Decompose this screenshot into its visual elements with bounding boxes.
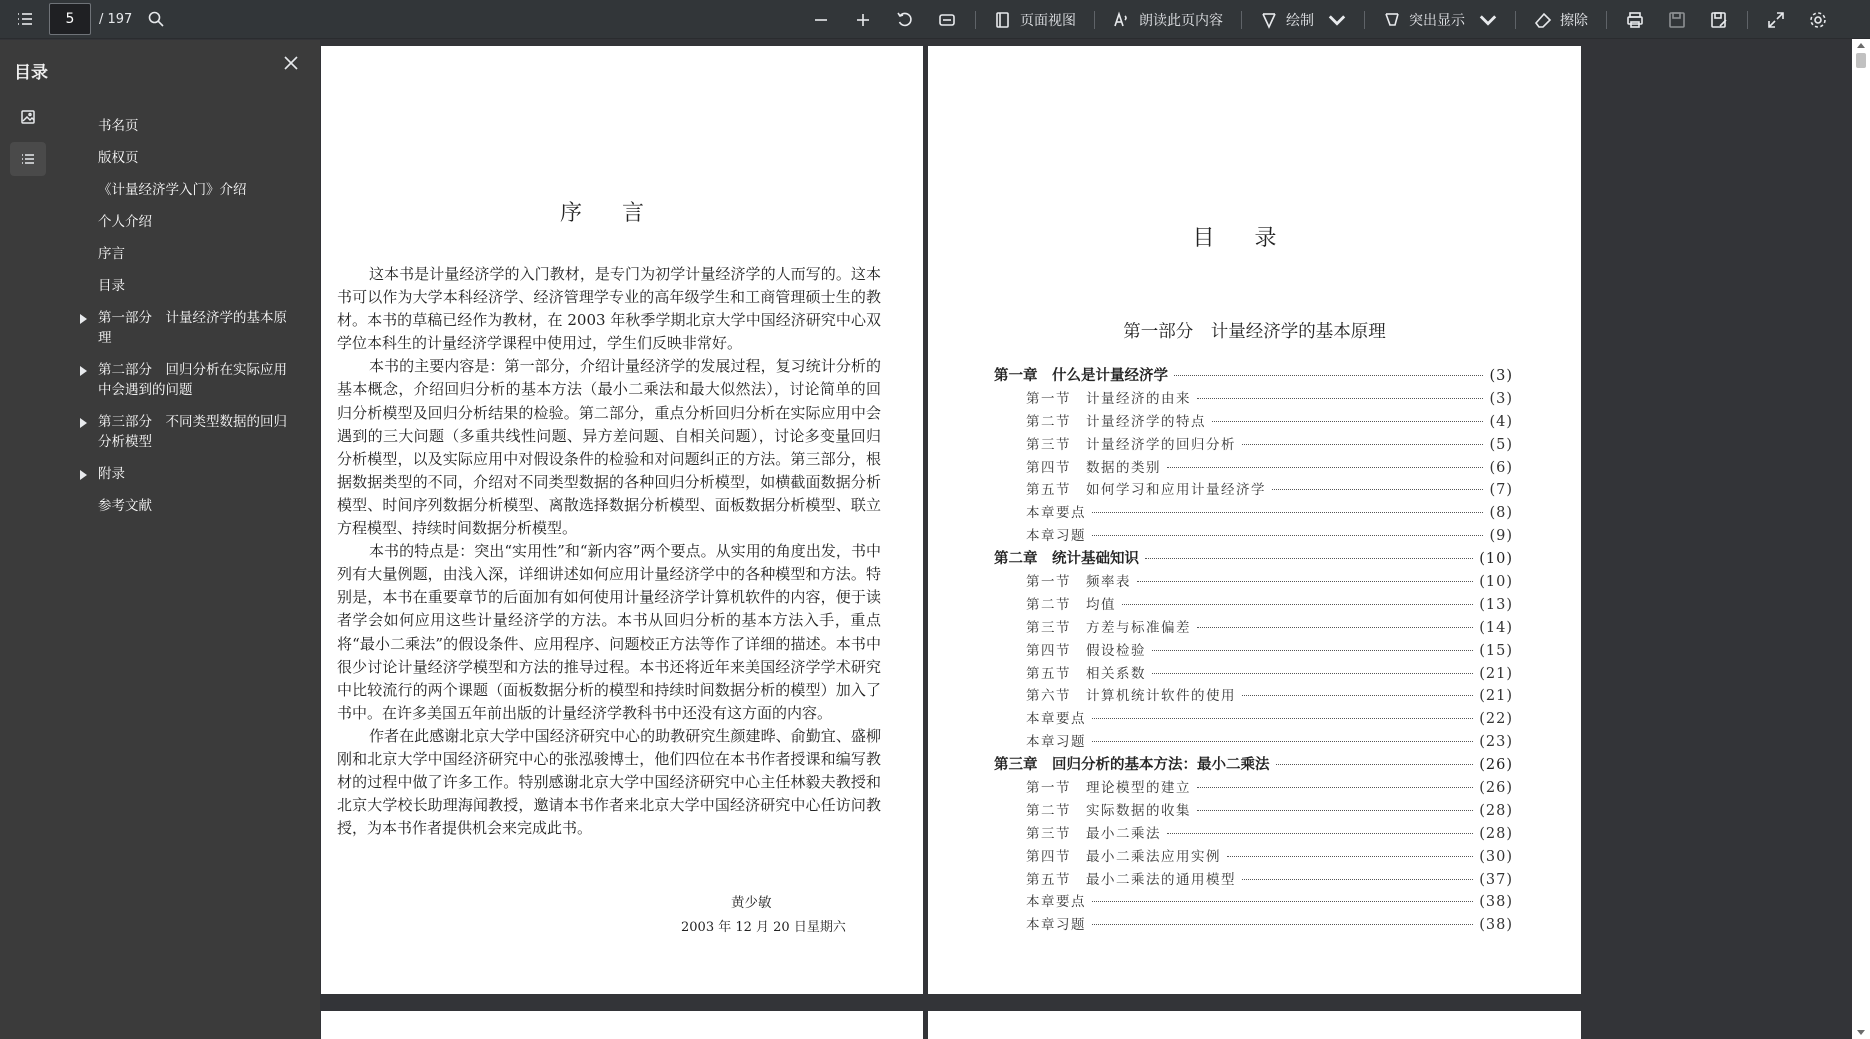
- search-button[interactable]: [140, 3, 172, 35]
- contents-section-row: [994, 868, 1513, 891]
- entry-title: 第三节 方差与标准偏差: [1026, 619, 1191, 636]
- preface-title: 序言: [559, 201, 684, 226]
- expand-arrow-icon[interactable]: [80, 366, 87, 376]
- entry-title: 第一章 什么是计量经济学: [994, 368, 1168, 384]
- preface-paragraph: 本书的特点是：突出“实用性”和“新内容”两个要点。从实用的角度出发，书中列有大量例题，由浅入深，详细讲述如何应用计量经济学中的各种模型和方法。特别是，本书在重要章节的后面加有如何使用计量经济学计算机软件的内容，便于读者学会如何应用这些计量经济学的方法。本书从回归分析的基本方法入手，重点将“最小二乘法”的假设条件、应用程序、问题校正方法等作了详细的描述。本书中很少讨论计量经济学模型和方法的推导过程。本书还将近年来美国经济学学术研究中比较流行的两个课题（面板数据分析的模型和持续时间数据分析的模型）加入了书中。在许多美国五年前出版的计量经济学教科书中还没有这方面的内容。: [337, 542, 881, 722]
- contents-title: 目录: [1192, 226, 1317, 251]
- dot-leader: [1276, 764, 1474, 765]
- entry-title: 本章要点: [1026, 894, 1086, 911]
- page-view-button[interactable]: [988, 4, 1082, 36]
- contents-chapter-row: [994, 753, 1513, 776]
- entry-title: 第二章 统计基础知识: [994, 551, 1139, 568]
- entry-page-number: (8): [1489, 505, 1513, 522]
- chevron-down-icon[interactable]: [1328, 11, 1346, 29]
- print-icon: [1626, 11, 1644, 29]
- toc-item-label: 《计量经济学入门》介绍: [98, 182, 247, 198]
- expand-arrow-icon[interactable]: [80, 470, 87, 480]
- page-number-input[interactable]: 5: [49, 3, 91, 35]
- contents-section-row: [994, 616, 1513, 639]
- toc-item-label: 书名页: [98, 118, 139, 134]
- dot-leader: [1092, 512, 1483, 513]
- toc-item[interactable]: [76, 212, 296, 232]
- toolbar: [0, 0, 1870, 39]
- contents-section-row: [994, 684, 1513, 707]
- dot-leader: [1197, 810, 1473, 811]
- toc-item[interactable]: [76, 412, 296, 452]
- dot-leader: [1272, 489, 1483, 490]
- expand-arrow-icon[interactable]: [80, 314, 87, 324]
- entry-page-number: (30): [1479, 848, 1513, 865]
- page-view-icon: [994, 11, 1012, 29]
- dot-leader: [1092, 535, 1483, 536]
- rotate-icon: [896, 11, 914, 29]
- toc-toggle-button[interactable]: [9, 3, 41, 35]
- toc-item-label: 序言: [98, 246, 125, 262]
- contents-section-row: [994, 913, 1513, 936]
- entry-page-number: (28): [1479, 802, 1513, 819]
- close-icon: [282, 54, 300, 72]
- entry-title: 第二节 计量经济学的特点: [1026, 413, 1206, 430]
- entry-page-number: (38): [1479, 894, 1513, 911]
- toolbar-divider: [1364, 11, 1365, 29]
- entry-title: 第一节 理论模型的建立: [1026, 780, 1191, 797]
- entry-title: 第一节 频率表: [1026, 574, 1131, 591]
- contents-section-row: [994, 776, 1513, 799]
- erase-label: 擦除: [1560, 12, 1588, 29]
- contents-section-row: [994, 410, 1513, 433]
- chevron-down-icon[interactable]: [1479, 11, 1497, 29]
- outline-tab[interactable]: [10, 142, 46, 176]
- contents-section-row: [994, 730, 1513, 753]
- entry-page-number: (26): [1479, 780, 1513, 797]
- highlight-button[interactable]: [1377, 4, 1503, 36]
- page-total: / 197: [99, 11, 133, 27]
- zoom-out-button[interactable]: [805, 4, 837, 36]
- entry-title: 第三章 回归分析的基本方法：最小二乘法: [994, 757, 1270, 774]
- entry-page-number: (22): [1479, 711, 1513, 728]
- save-button[interactable]: [1661, 4, 1693, 36]
- highlight-label: 突出显示: [1409, 12, 1465, 29]
- entry-title: 本章要点: [1026, 711, 1086, 728]
- entry-title: 第三节 最小二乘法: [1026, 825, 1161, 842]
- plus-icon: [854, 11, 872, 29]
- dot-leader: [1197, 787, 1473, 788]
- part-heading: 第一部分 计量经济学的基本原理: [1123, 322, 1386, 342]
- print-button[interactable]: [1619, 4, 1651, 36]
- entry-page-number: (10): [1479, 574, 1513, 591]
- contents-section-row: [994, 478, 1513, 501]
- toc-item-label: 第一部分 计量经济学的基本原理: [98, 310, 287, 346]
- dot-leader: [1152, 673, 1473, 674]
- entry-title: 第四节 最小二乘法应用实例: [1026, 848, 1221, 865]
- dot-leader: [1092, 718, 1473, 719]
- toc-tree: [76, 116, 296, 528]
- dot-leader: [1242, 879, 1473, 880]
- dot-leader: [1137, 581, 1473, 582]
- thumbnails-tab[interactable]: [10, 100, 46, 134]
- entry-title: 第二节 均值: [1026, 596, 1116, 613]
- contents-section-row: [994, 570, 1513, 593]
- toolbar-divider: [1606, 11, 1607, 29]
- contents-list: [994, 364, 1513, 936]
- entry-title: 第五节 如何学习和应用计量经济学: [1026, 482, 1266, 499]
- entry-title: 第四节 数据的类别: [1026, 459, 1161, 476]
- contents-section-row: [994, 822, 1513, 845]
- entry-title: 本章要点: [1026, 505, 1086, 522]
- entry-page-number: (10): [1479, 551, 1513, 568]
- entry-page-number: (5): [1489, 436, 1513, 453]
- preface-date: 2003 年 12 月 20 日星期六: [681, 920, 846, 935]
- toc-item[interactable]: [76, 180, 296, 200]
- contents-section-row: [994, 593, 1513, 616]
- contents-section-row: [994, 639, 1513, 662]
- toolbar-divider: [1515, 11, 1516, 29]
- entry-page-number: (15): [1479, 642, 1513, 659]
- toolbar-divider: [1747, 11, 1748, 29]
- list-icon: [16, 10, 34, 28]
- toc-item-label: 目录: [98, 278, 125, 294]
- toc-item[interactable]: [76, 308, 296, 348]
- settings-button[interactable]: [1802, 4, 1834, 36]
- zoom-in-button[interactable]: [847, 4, 879, 36]
- draw-label: 绘制: [1286, 12, 1314, 29]
- dot-leader: [1167, 467, 1483, 468]
- highlight-icon: [1383, 11, 1401, 29]
- entry-title: 第二节 实际数据的收集: [1026, 802, 1191, 819]
- scroll-up-arrow[interactable]: [1857, 43, 1865, 48]
- entry-title: 第六节 计算机统计软件的使用: [1026, 688, 1236, 705]
- dot-leader: [1122, 604, 1473, 605]
- entry-page-number: (28): [1479, 825, 1513, 842]
- dot-leader: [1152, 650, 1473, 651]
- entry-page-number: (9): [1489, 528, 1513, 545]
- entry-page-number: (13): [1479, 596, 1513, 613]
- contents-chapter-row: [994, 547, 1513, 570]
- entry-page-number: (6): [1489, 459, 1513, 476]
- dot-leader: [1092, 924, 1473, 925]
- sidebar-title: 目录: [14, 63, 48, 83]
- draw-icon: [1260, 11, 1278, 29]
- dot-leader: [1092, 741, 1473, 742]
- dot-leader: [1197, 398, 1483, 399]
- close-sidebar-button[interactable]: [282, 54, 306, 78]
- entry-title: 第五节 相关系数: [1026, 665, 1146, 682]
- erase-button[interactable]: [1528, 4, 1594, 36]
- dot-leader: [1242, 444, 1483, 445]
- entry-page-number: (38): [1479, 917, 1513, 934]
- dot-leader: [1212, 421, 1483, 422]
- entry-page-number: (26): [1479, 757, 1513, 774]
- list-icon: [20, 151, 36, 167]
- contents-section-row: [994, 433, 1513, 456]
- gear-icon: [1809, 11, 1827, 29]
- toolbar-divider: [1241, 11, 1242, 29]
- entry-title: 第三节 计量经济学的回归分析: [1026, 436, 1236, 453]
- toc-item-label: 版权页: [98, 150, 139, 166]
- toc-item-label: 第三部分 不同类型数据的回归 分析模型: [98, 414, 287, 450]
- entry-title: 第一节 计量经济的由来: [1026, 390, 1191, 407]
- toc-item[interactable]: [76, 464, 296, 484]
- pdf-page-preface: [321, 46, 923, 994]
- author-signature: 黄少敏: [731, 895, 772, 911]
- entry-page-number: (21): [1479, 665, 1513, 682]
- dot-leader: [1092, 901, 1473, 902]
- entry-page-number: (4): [1489, 413, 1513, 430]
- toc-sidebar: [0, 40, 320, 1039]
- contents-chapter-row: [994, 364, 1513, 387]
- dot-leader: [1227, 856, 1473, 857]
- read-aloud-button[interactable]: [1107, 4, 1229, 36]
- entry-page-number: (37): [1479, 871, 1513, 888]
- contents-section-row: [994, 890, 1513, 913]
- contents-section-row: [994, 845, 1513, 868]
- page-view-label: 页面视图: [1020, 12, 1076, 29]
- dot-leader: [1145, 558, 1473, 559]
- scroll-thumb[interactable]: [1856, 53, 1866, 68]
- entry-page-number: (21): [1479, 688, 1513, 705]
- entry-title: 本章习题: [1026, 528, 1086, 545]
- toc-item[interactable]: [76, 116, 296, 136]
- scroll-down-arrow[interactable]: [1857, 1030, 1865, 1035]
- image-icon: [20, 109, 36, 125]
- dot-leader: [1242, 695, 1473, 696]
- entry-page-number: (3): [1489, 368, 1513, 384]
- toolbar-divider: [975, 11, 976, 29]
- entry-page-number: (3): [1489, 390, 1513, 407]
- toc-item-label: 参考文献: [98, 498, 152, 514]
- contents-section-row: [994, 524, 1513, 547]
- read-aloud-label: 朗读此页内容: [1139, 12, 1223, 29]
- dot-leader: [1197, 627, 1473, 628]
- fit-page-button[interactable]: [931, 4, 963, 36]
- pdf-page-contents: [928, 46, 1581, 994]
- contents-section-row: [994, 456, 1513, 479]
- contents-section-row: [994, 707, 1513, 730]
- save-as-button[interactable]: [1703, 4, 1735, 36]
- preface-paragraph: 这本书是计量经济学的入门教材，是专门为初学计量经济学的人而写的。这本书可以作为大学本科经济学、经济管理学专业的高年级学生和工商管理硕士生的教材。本书的草稿已经作为教材，在 2003 年秋季学期北京大学中国经济研究中心双学位本科生的计量经济学课程中使用过，学生们反映非常好。: [337, 265, 881, 353]
- expand-arrow-icon[interactable]: [80, 418, 87, 428]
- contents-section-row: [994, 501, 1513, 524]
- entry-title: 本章习题: [1026, 917, 1086, 934]
- toc-item-label: 个人介绍: [98, 214, 152, 230]
- entry-title: 本章习题: [1026, 734, 1086, 751]
- entry-page-number: (7): [1489, 482, 1513, 499]
- search-icon: [147, 10, 165, 28]
- toolbar-divider: [1094, 11, 1095, 29]
- toc-item[interactable]: [76, 148, 296, 168]
- pdf-page-next-right: [928, 1011, 1581, 1039]
- preface-paragraph: 作者在此感谢北京大学中国经济研究中心的助教研究生颜建晔、俞勤宜、盛柳刚和北京大学中国经济研究中心的张泓骏博士，他们四位在本书作者授课和编写教材的过程中做了许多工作。特别感谢北京大学中国经济研究中心主任林毅夫教授和北京大学校长助理海闻教授，邀请本书作者来北京大学中国经济研究中心任访问教授，为本书作者提供机会来完成此书。: [337, 726, 881, 838]
- toc-item[interactable]: [76, 496, 296, 516]
- save-as-icon: [1710, 11, 1728, 29]
- read-aloud-icon: [1113, 11, 1131, 29]
- contents-section-row: [994, 799, 1513, 822]
- preface-paragraph: 本书的主要内容是：第一部分，介绍计量经济学的发展过程，复习统计分析的基本概念，介绍回归分析的基本方法（最小二乘法和最大似然法），讨论简单的回归分析模型及回归分析结果的检验。第二部分，重点分析回归分析在实际应用中会遇到的三大问题（多重共线性问题、异方差问题、自相关问题），讨论多变量回归分析模型，以及实际应用中对假设条件的检验和对问题纠正的方法。第三部分，根据数据类型的不同，介绍对不同类型数据的各种回归分析模型，如横截面数据分析模型、时间序列数据分析模型、离散选择数据分析模型、面板数据分析模型、联立方程模型、持续时间数据分析模型。: [337, 357, 881, 538]
- toc-item[interactable]: [76, 360, 296, 400]
- entry-title: 第四节 假设检验: [1026, 642, 1146, 659]
- toc-item[interactable]: [76, 244, 296, 264]
- fit-width-icon: [938, 11, 956, 29]
- vertical-scrollbar[interactable]: [1852, 39, 1870, 1039]
- rotate-button[interactable]: [889, 4, 921, 36]
- eraser-icon: [1534, 11, 1552, 29]
- contents-section-row: [994, 662, 1513, 685]
- toc-item[interactable]: [76, 276, 296, 296]
- toc-item-label: 第二部分 回归分析在实际应用 中会遇到的问题: [98, 362, 287, 398]
- entry-page-number: (14): [1479, 619, 1513, 636]
- dot-leader: [1174, 375, 1483, 376]
- draw-button[interactable]: [1254, 4, 1352, 36]
- expand-icon: [1767, 11, 1785, 29]
- pdf-page-next-left: [321, 1011, 923, 1039]
- entry-title: 第五节 最小二乘法的通用模型: [1026, 871, 1236, 888]
- fullscreen-button[interactable]: [1760, 4, 1792, 36]
- entry-page-number: (23): [1479, 734, 1513, 751]
- dot-leader: [1167, 833, 1473, 834]
- preface-body: [337, 263, 881, 840]
- minus-icon: [812, 11, 830, 29]
- save-icon: [1668, 11, 1686, 29]
- toc-item-label: 附录: [98, 466, 125, 482]
- contents-section-row: [994, 387, 1513, 410]
